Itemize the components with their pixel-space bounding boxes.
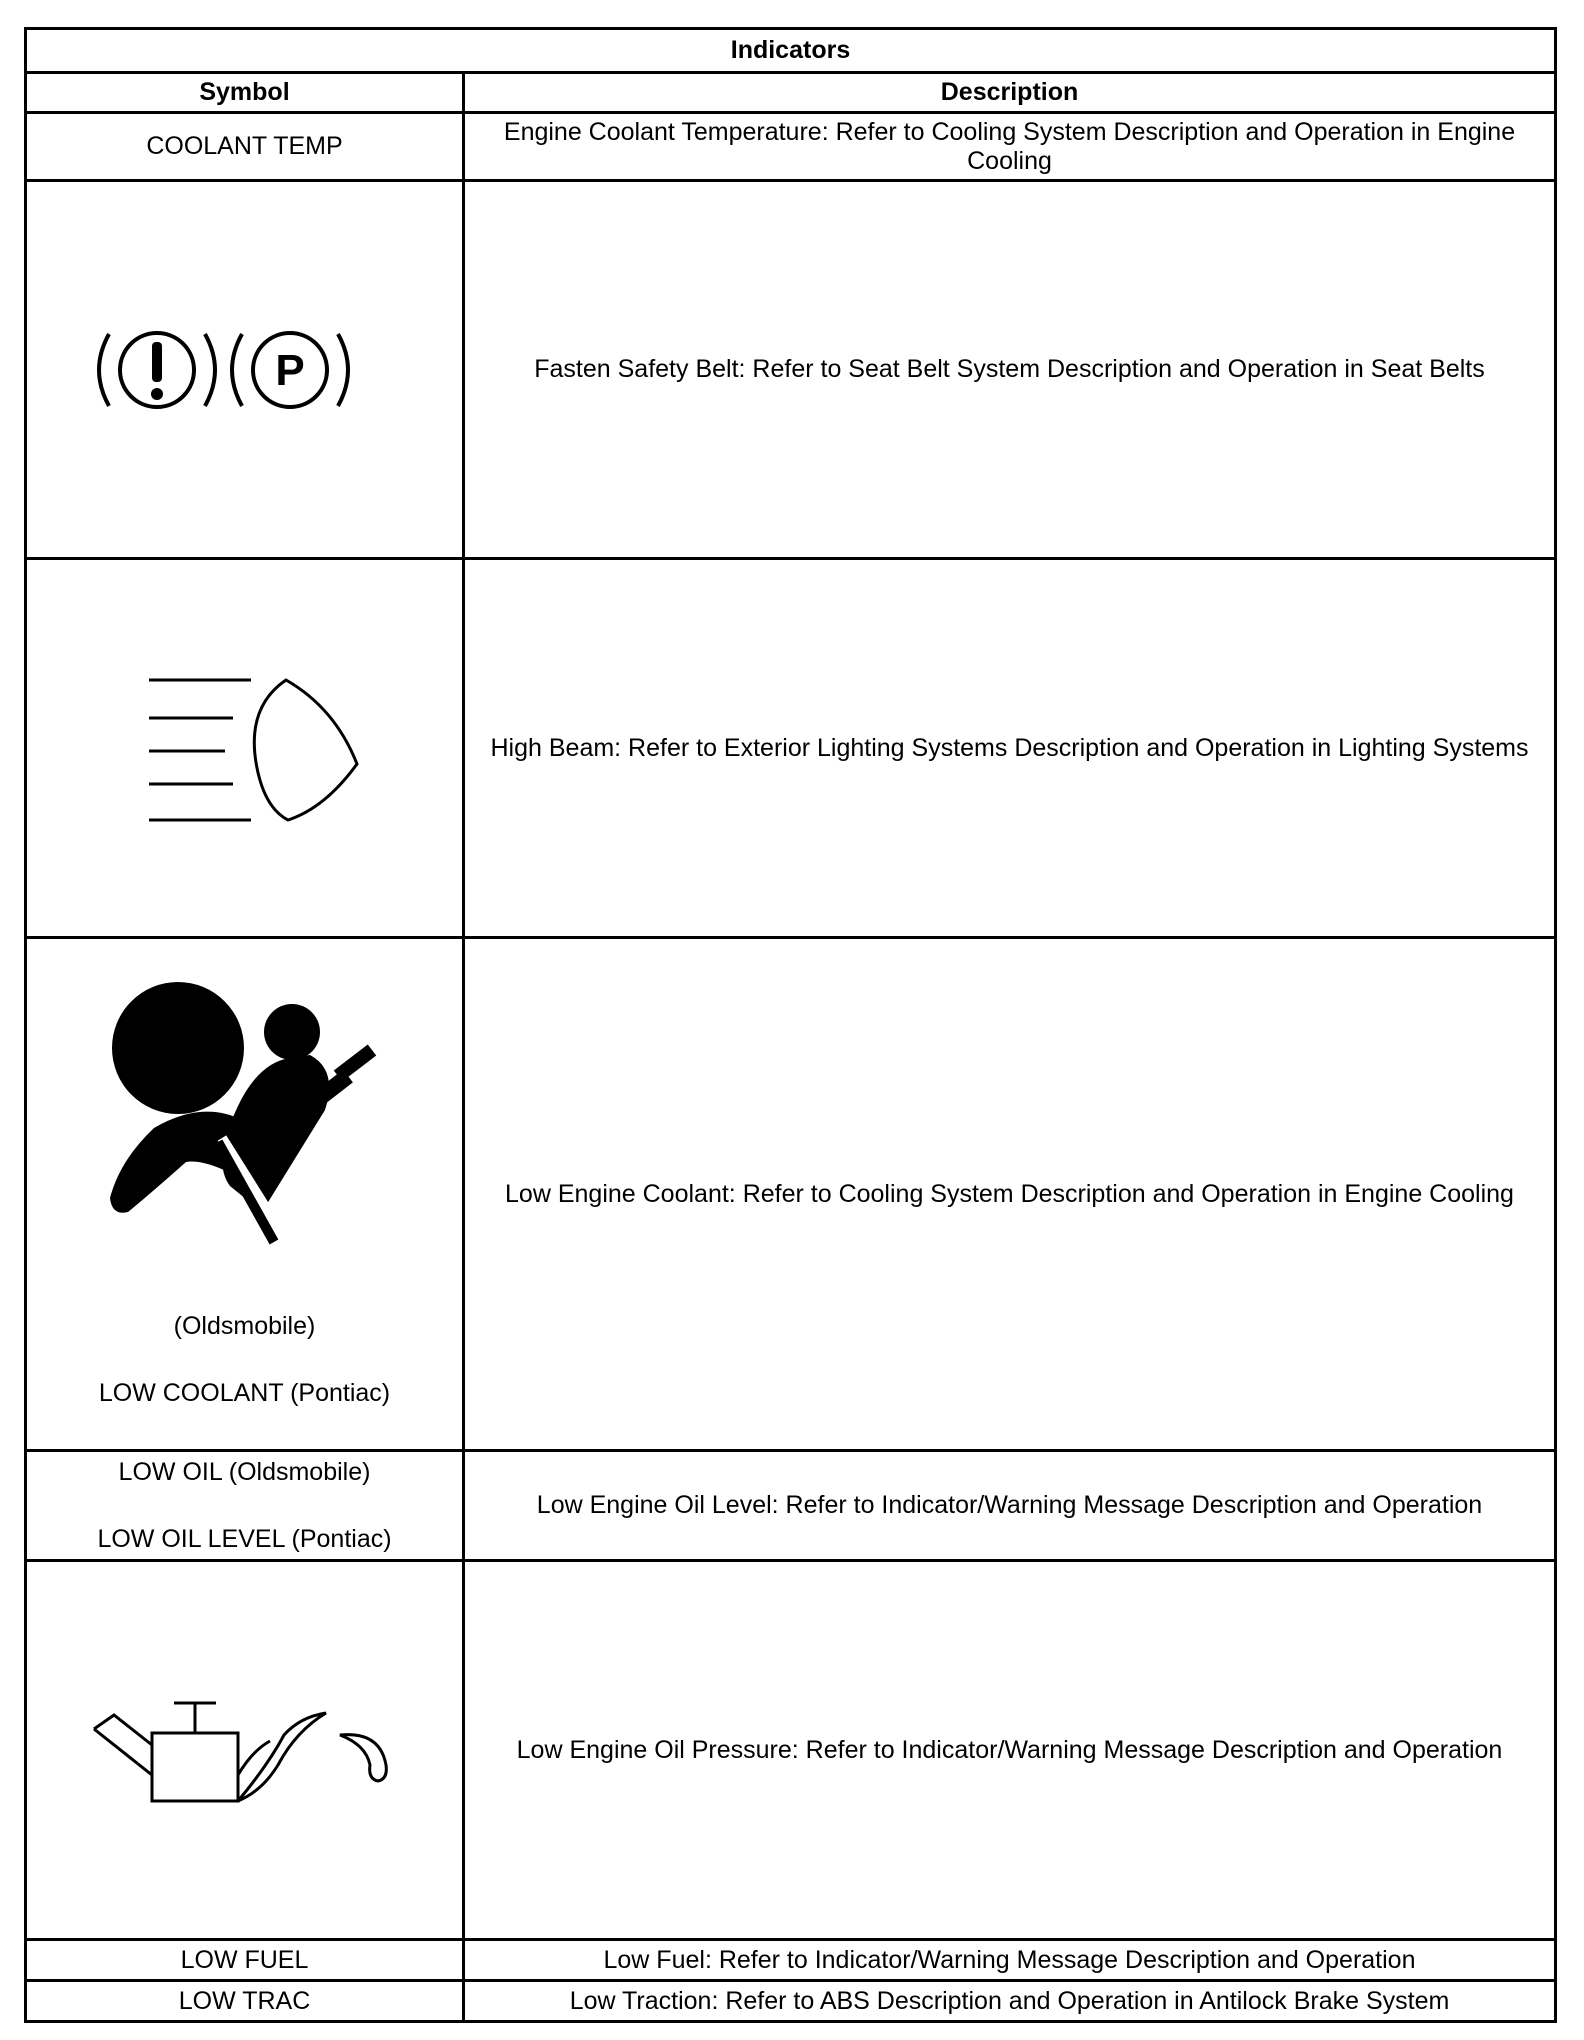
header-description: Description — [464, 73, 1556, 113]
table-row — [26, 1561, 1556, 1940]
symbol-cell — [26, 1451, 464, 1561]
table-title-row — [26, 29, 1556, 73]
description-cell: Fasten Safety Belt: Refer to Seat Belt System Description and Operation in Seat Belts — [464, 181, 1556, 559]
symbol-label-oldsmobile: LOW OIL (Oldsmobile) — [118, 1457, 371, 1486]
description-cell: Low Engine Oil Pressure: Refer to Indicator/Warning Message Description and Operation — [464, 1561, 1556, 1940]
header-symbol: Symbol — [26, 73, 464, 113]
description-cell: Low Engine Coolant: Refer to Cooling System Description and Operation in Engine Cooling — [464, 938, 1556, 1451]
symbol-cell: LOW FUEL — [26, 1940, 464, 1981]
table-title: Indicators — [26, 29, 1556, 73]
oil-can-icon — [90, 1695, 400, 1805]
svg-text:P: P — [274, 345, 305, 395]
high-beam-icon — [125, 668, 365, 828]
symbol-label-pontiac: LOW OIL LEVEL (Pontiac) — [97, 1524, 392, 1553]
airbag-seatbelt-icon — [90, 980, 400, 1250]
symbol-label-oldsmobile: (Oldsmobile) — [173, 1312, 316, 1340]
symbol-cell — [26, 181, 464, 559]
table-row — [26, 1981, 1556, 2022]
symbol-cell — [26, 559, 464, 938]
symbol-cell: LOW TRAC — [26, 1981, 464, 2022]
description-cell: High Beam: Refer to Exterior Lighting Systems Description and Operation in Lighting Systems — [464, 559, 1556, 938]
header-row — [26, 73, 1556, 113]
table-row — [26, 1940, 1556, 1981]
table-row — [26, 113, 1556, 181]
table-row — [26, 1451, 1556, 1561]
description-cell: Low Fuel: Refer to Indicator/Warning Message Description and Operation — [464, 1940, 1556, 1981]
table-row — [26, 559, 1556, 938]
indicators-table — [24, 27, 1557, 2023]
symbol-cell: COOLANT TEMP — [26, 113, 464, 181]
symbol-cell — [26, 1561, 464, 1940]
symbol-label-pontiac: LOW COOLANT (Pontiac) — [98, 1379, 391, 1407]
description-cell: Low Traction: Refer to ABS Description and Operation in Antilock Brake System — [464, 1981, 1556, 2022]
table-row — [26, 181, 1556, 559]
parking-brake-icon — [95, 320, 395, 420]
table-row — [26, 938, 1556, 1451]
symbol-cell — [26, 938, 464, 1451]
description-cell: Engine Coolant Temperature: Refer to Cooling System Description and Operation in Engine Cooling — [464, 113, 1556, 181]
description-cell: Low Engine Oil Level: Refer to Indicator/Warning Message Description and Operation — [464, 1451, 1556, 1561]
